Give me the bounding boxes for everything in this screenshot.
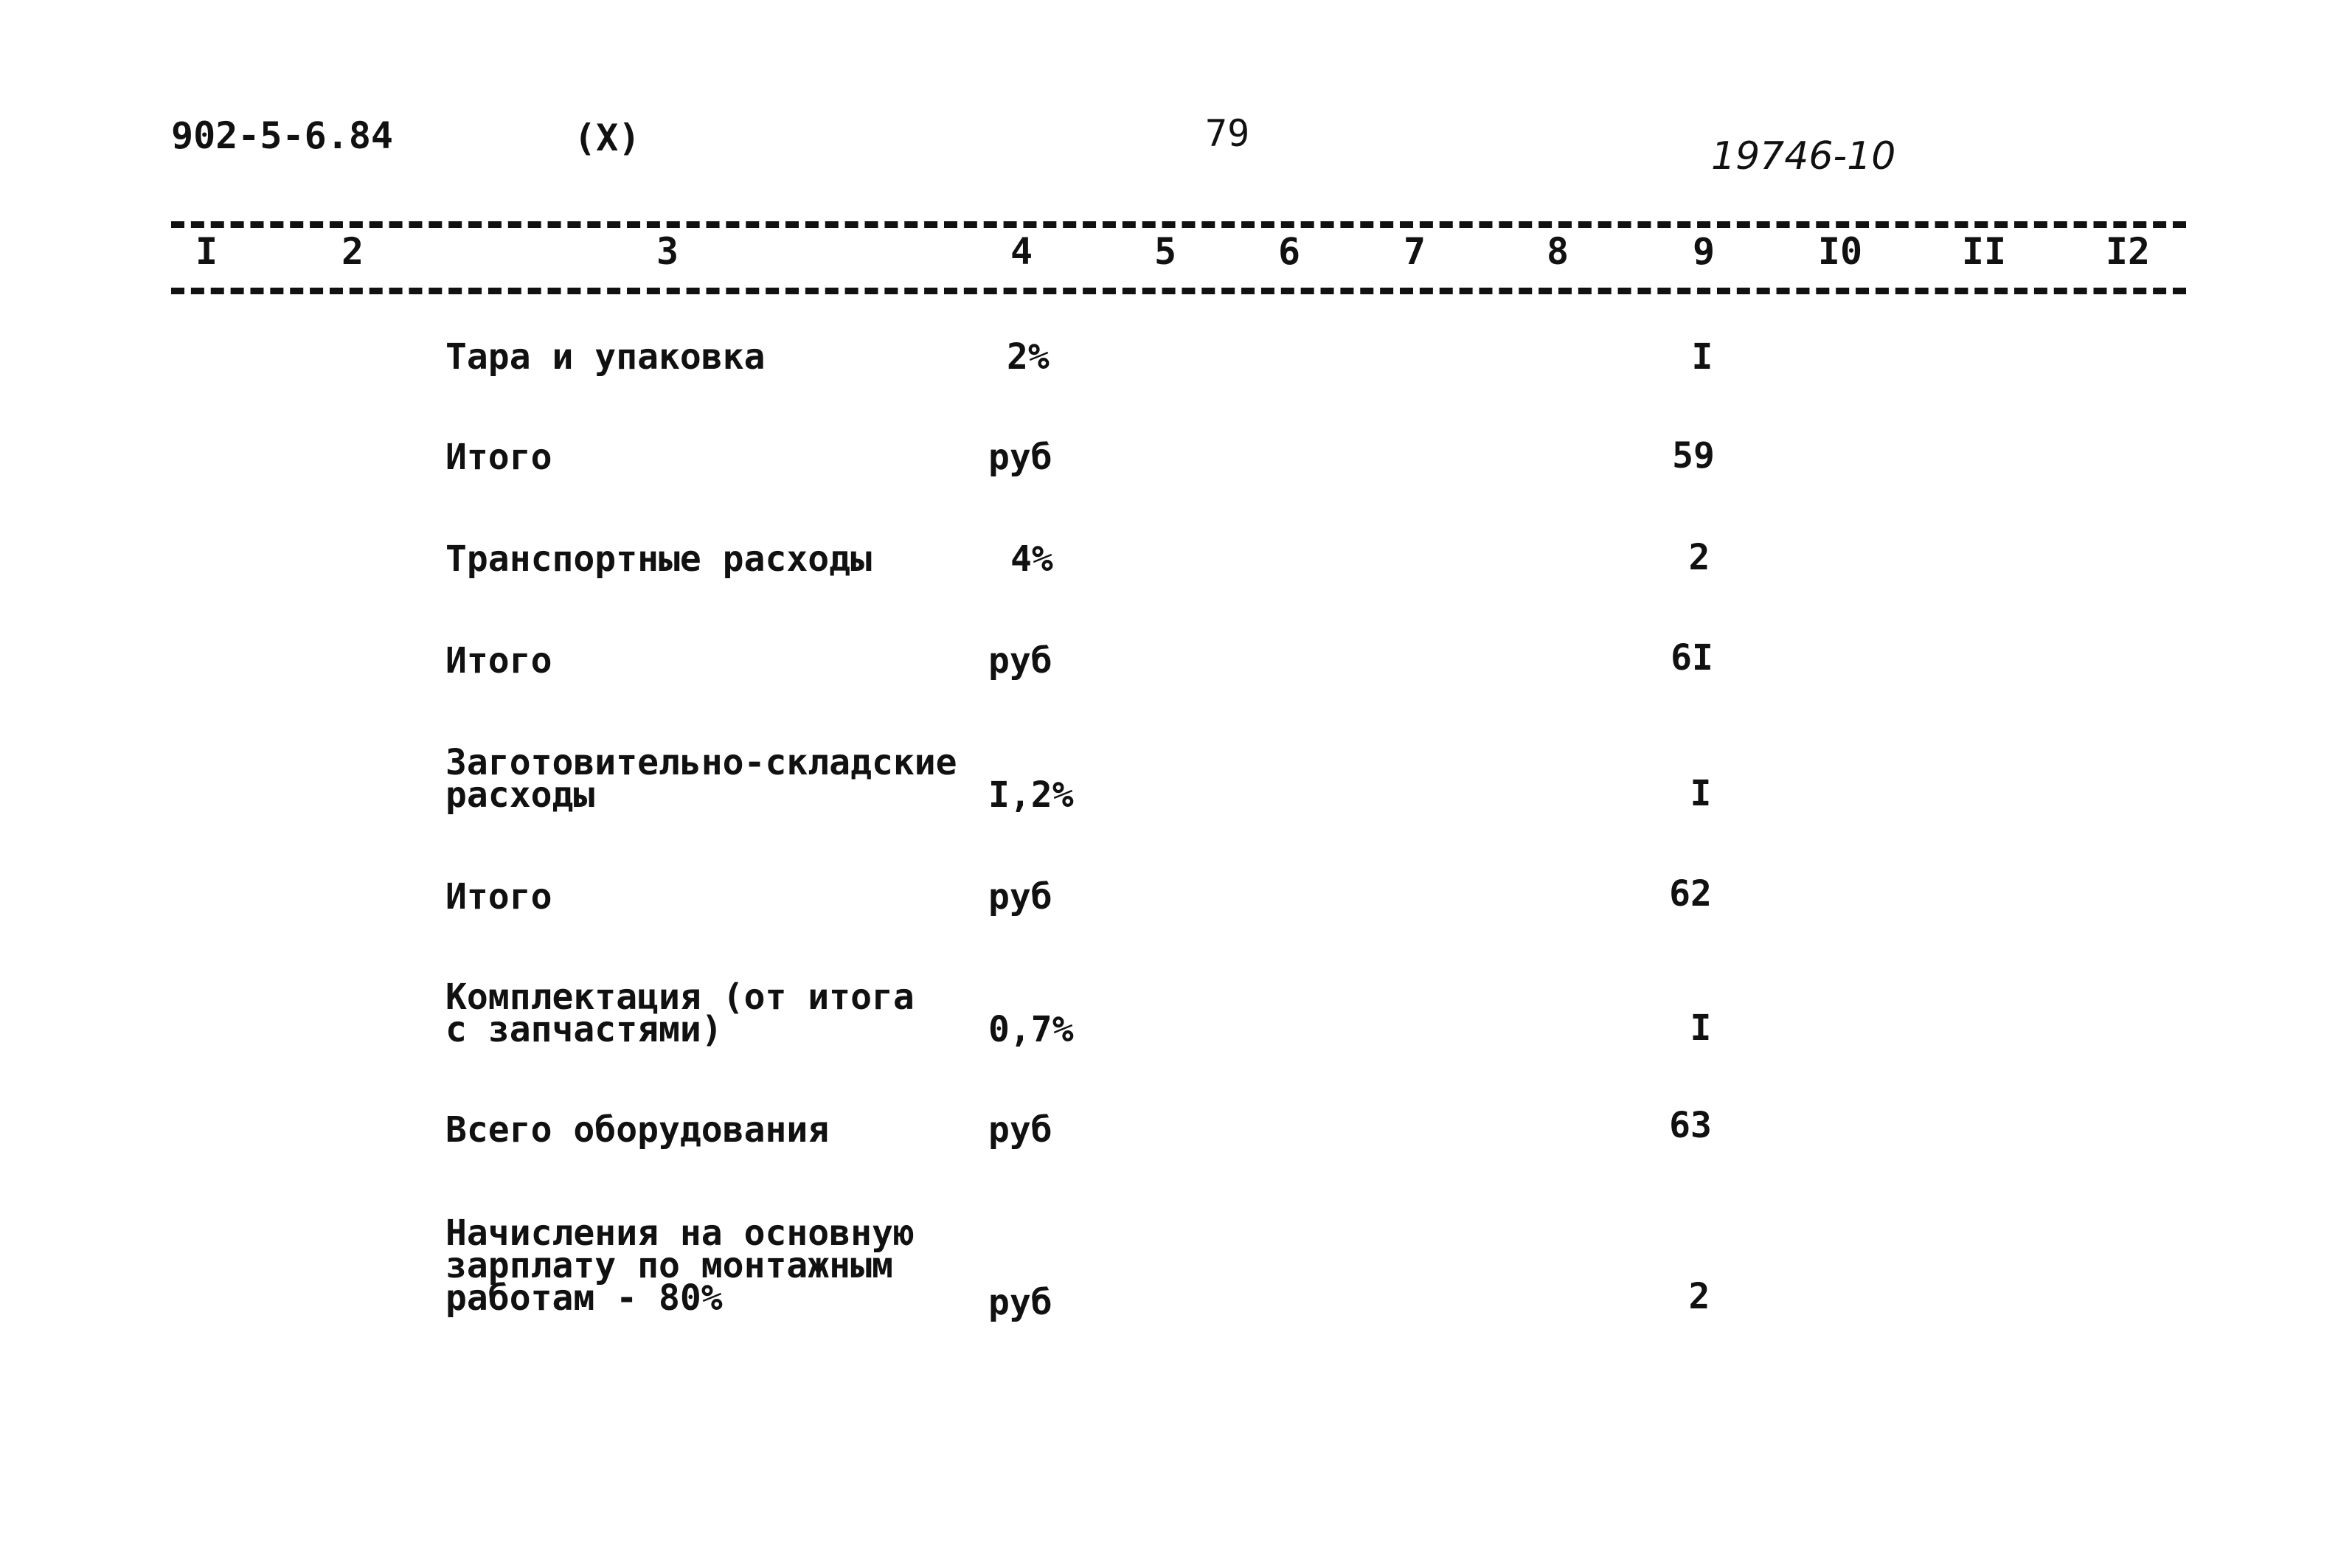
row-value: 59 <box>1672 435 1715 476</box>
section-label: (X) <box>574 117 641 159</box>
row-description-line: Начисления на основную <box>445 1213 915 1254</box>
column-number-7: 7 <box>1403 230 1426 273</box>
row-value: 2 <box>1688 537 1710 578</box>
row-value: I <box>1690 773 1712 814</box>
row-unit: руб <box>988 1109 1052 1151</box>
column-number-9: 9 <box>1692 230 1716 273</box>
column-number-1: I <box>195 230 218 273</box>
row-description: Итого <box>445 437 552 478</box>
column-number-2: 2 <box>341 230 364 273</box>
row-description-line: расходы <box>445 774 595 816</box>
column-number-5: 5 <box>1154 230 1177 273</box>
row-description: Итого <box>445 640 552 681</box>
row-value: I <box>1691 336 1713 378</box>
row-description: Итого <box>445 876 552 917</box>
column-number-11: II <box>1961 230 2007 273</box>
row-rate: I,2% <box>988 774 1074 816</box>
archive-number: 19746-10 <box>1711 134 1896 178</box>
header-top-rule <box>171 221 2186 228</box>
row-description-line: зарплату по монтажным <box>445 1245 893 1286</box>
row-unit: руб <box>988 1282 1052 1323</box>
header-bottom-rule <box>171 288 2186 294</box>
row-description-line: Заготовительно-складские <box>445 742 957 783</box>
column-number-8: 8 <box>1546 230 1569 273</box>
row-description: Всего оборудования <box>445 1109 830 1151</box>
row-value: 63 <box>1669 1105 1712 1146</box>
row-rate: 0,7% <box>988 1009 1074 1050</box>
row-rate: 4% <box>1010 538 1053 580</box>
column-number-10: I0 <box>1817 230 1863 273</box>
row-description: Транспортные расходы <box>445 538 872 580</box>
document-code: 902-5-6.84 <box>171 114 394 157</box>
column-number-6: 6 <box>1277 230 1301 273</box>
row-value: 2 <box>1688 1276 1710 1317</box>
column-number-4: 4 <box>1010 230 1033 273</box>
row-description: Тара и упаковка <box>445 336 766 378</box>
row-unit: руб <box>988 640 1052 681</box>
column-number-12: I2 <box>2105 230 2151 273</box>
row-description-line: работам - 80% <box>445 1277 723 1319</box>
row-value: 6I <box>1671 637 1713 679</box>
column-number-3: 3 <box>656 230 679 273</box>
row-description-line: Комплектация (от итога <box>445 976 915 1018</box>
row-rate: 2% <box>1007 336 1050 378</box>
row-unit: руб <box>988 876 1052 917</box>
page-number: 79 <box>1205 112 1250 155</box>
row-description-line: с запчастями) <box>445 1009 723 1050</box>
row-value: I <box>1690 1007 1712 1049</box>
row-value: 62 <box>1669 873 1712 915</box>
row-unit: руб <box>988 437 1052 478</box>
